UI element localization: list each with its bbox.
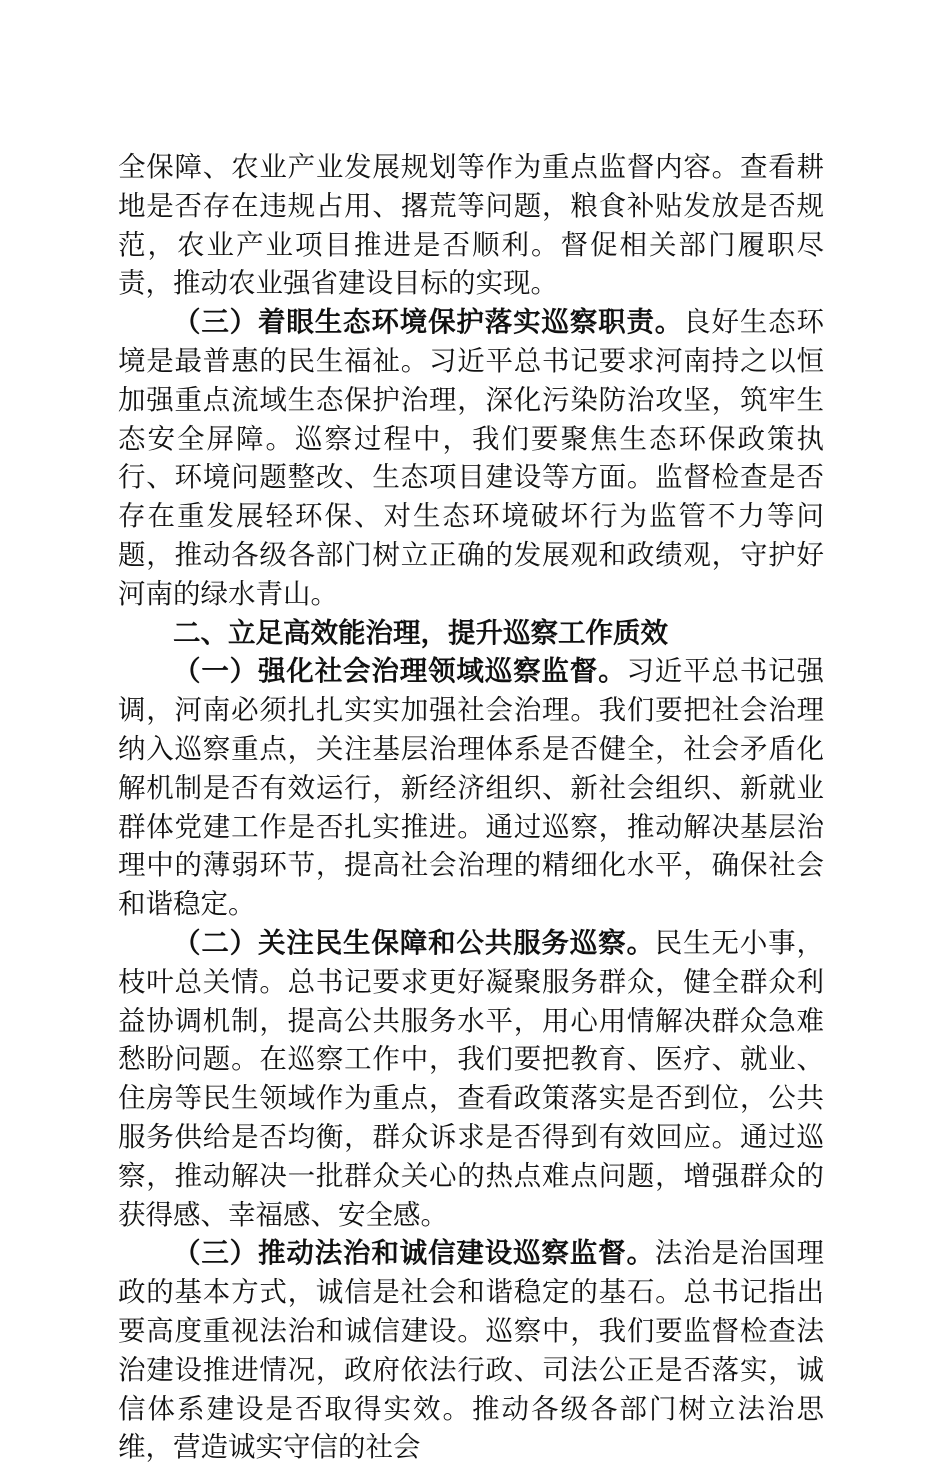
paragraph-body-social-governance: 习近平总书记强调，河南必须扎扎实实加强社会治理。我们要把社会治理纳入巡察重点，关注基层治理体系是否健全，社会矛盾化解机制是否有效运行，新经济组织、新社会组织、新就业群体党建工作是否扎实推进。通过巡察，推动解决基层治理中的薄弱环节，提高社会治理的精细化水平，确保社会和谐稳定。 bbox=[118, 655, 824, 921]
paragraph-body-livelihood: 民生无小事，枝叶总关情。总书记要求更好凝聚服务群众，健全群众利益协调机制，提高公共服务水平，用心用情解决群众急难愁盼问题。在巡察工作中，我们要把教育、医疗、就业、住房等民生领域作为重点，查看政策落实是否到位，公共服务供给是否均衡，群众诉求是否得到有效回应。通过巡察，推动解决一批群众关心的热点难点问题，增强群众的获得感、幸福感、安全感。 bbox=[118, 926, 825, 1231]
subheading-rule-of-law: （三）推动法治和诚信建设巡察监督。 bbox=[173, 1237, 655, 1270]
paragraph-rule-of-law bbox=[118, 1234, 824, 1467]
subheading-livelihood: （二）关注民生保障和公共服务巡察。 bbox=[173, 926, 655, 959]
paragraph-livelihood bbox=[118, 924, 824, 1234]
paragraph-ecological-protection bbox=[118, 303, 824, 613]
section-two-title: 二、立足高效能治理，提升巡察工作质效 bbox=[173, 616, 668, 649]
paragraph-social-governance bbox=[118, 652, 824, 924]
document-page bbox=[118, 148, 824, 1467]
continuation-paragraph: 全保障、农业产业发展规划等作为重点监督内容。查看耕地是否存在违规占用、撂荒等问题，粮食补贴发放是否规范，农业产业项目推进是否顺利。督促相关部门履职尽责，推动农业强省建设目标的实现。 bbox=[118, 151, 824, 300]
subheading-social-governance: （一）强化社会治理领域巡察监督。 bbox=[173, 655, 627, 688]
paragraph-body-rule-of-law: 法治是治国理政的基本方式，诚信是社会和谐稳定的基石。总书记指出要高度重视法治和诚信建设。巡察中，我们要监督检查法治建设推进情况，政府依法行政、司法公正是否落实，诚信体系建设是否取得实效。推动各级各部门树立法治思维，营造诚实守信的社会 bbox=[118, 1237, 825, 1464]
paragraph-body-ecological-protection: 良好生态环境是最普惠的民生福祉。习近平总书记要求河南持之以恒加强重点流域生态保护治理，深化污染防治攻坚，筑牢生态安全屏障。巡察过程中，我们要聚焦生态环保政策执行、环境问题整改、生态项目建设等方面。监督检查是否存在重发展轻环保、对生态环境破坏行为监管不力等问题，推动各级各部门树立正确的发展观和政绩观，守护好河南的绿水青山。 bbox=[118, 306, 825, 610]
subheading-ecological-protection: （三）着眼生态环境保护落实巡察职责。 bbox=[173, 306, 684, 339]
